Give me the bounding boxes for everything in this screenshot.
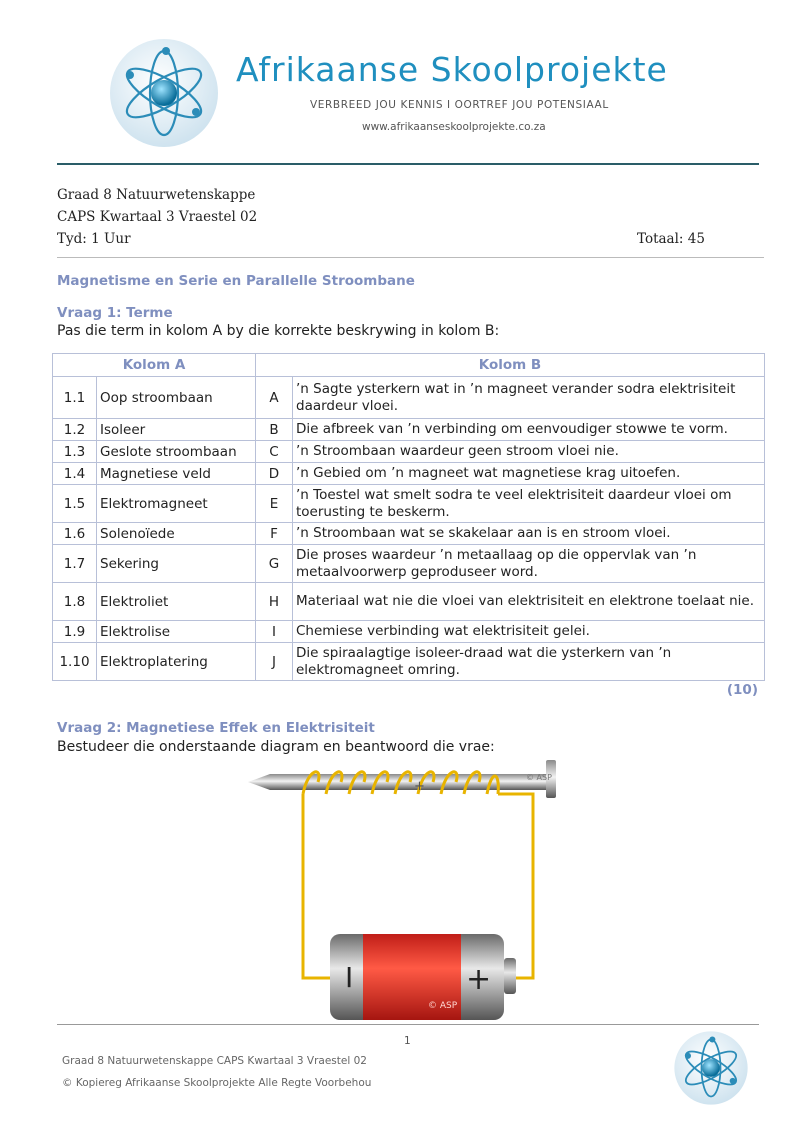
header-divider bbox=[57, 163, 759, 165]
row-letter: E bbox=[256, 485, 293, 523]
column-a-header: Kolom A bbox=[53, 354, 256, 377]
brand-url[interactable]: www.afrikaanseskoolprojekte.co.za bbox=[362, 121, 546, 133]
topic-title: Magnetisme en Serie en Parallelle Stroombane bbox=[57, 273, 415, 289]
row-term: Magnetiese veld bbox=[97, 463, 256, 485]
question2-title: Vraag 2: Magnetiese Effek en Elektrisiteit bbox=[57, 720, 375, 736]
row-description: Die afbreek van ’n verbinding om eenvoudiger stowwe te vorm. bbox=[293, 419, 765, 441]
question1-marks: (10) bbox=[726, 682, 758, 698]
meta-paper: CAPS Kwartaal 3 Vraestel 02 bbox=[57, 209, 258, 225]
question1-instruction: Pas die term in kolom A by die korrekte beskrywing in kolom B: bbox=[57, 323, 500, 339]
row-description: Die spiraalagtige isoleer-draad wat die ysterkern van ’n elektromagneet omring. bbox=[293, 643, 765, 681]
row-term: Solenoïede bbox=[97, 523, 256, 545]
column-b-header: Kolom B bbox=[256, 354, 765, 377]
row-letter: J bbox=[256, 643, 293, 681]
diagram-watermark: © ASP bbox=[526, 773, 552, 782]
row-letter: B bbox=[256, 419, 293, 441]
row-number: 1.10 bbox=[53, 643, 97, 681]
battery-minus-sign: I bbox=[345, 961, 354, 994]
row-number: 1.3 bbox=[53, 441, 97, 463]
footer-course: Graad 8 Natuurwetenskappe CAPS Kwartaal 3 Vraestel 02 bbox=[62, 1055, 367, 1067]
row-description: ’n Stroombaan wat se skakelaar aan is en stroom vloei. bbox=[293, 523, 765, 545]
row-term: Isoleer bbox=[97, 419, 256, 441]
table-row bbox=[53, 583, 765, 621]
row-term: Elektromagneet bbox=[97, 485, 256, 523]
row-letter: C bbox=[256, 441, 293, 463]
row-description: Die proses waardeur ’n metaallaag op die oppervlak van ’n metaalvoorwerp geproduseer word. bbox=[293, 545, 765, 583]
row-term: Geslote stroombaan bbox=[97, 441, 256, 463]
meta-divider bbox=[57, 257, 764, 258]
table-row bbox=[53, 545, 765, 583]
table-row bbox=[53, 377, 765, 419]
page-number: 1 bbox=[404, 1035, 411, 1047]
battery-plus-sign: + bbox=[466, 962, 492, 997]
table-row bbox=[53, 485, 765, 523]
row-number: 1.7 bbox=[53, 545, 97, 583]
row-description: ’n Sagte ysterkern wat in ’n magneet verander sodra elektrisiteit daardeur vloei. bbox=[293, 377, 765, 419]
iron-nail bbox=[248, 760, 556, 798]
row-description: Chemiese verbinding wat elektrisiteit gelei. bbox=[293, 621, 765, 643]
table-row bbox=[53, 441, 765, 463]
wire-left bbox=[303, 794, 334, 978]
row-description: ’n Gebied om ’n magneet wat magnetiese krag uitoefen. bbox=[293, 463, 765, 485]
meta-total: Totaal: 45 bbox=[637, 231, 705, 247]
row-letter: F bbox=[256, 523, 293, 545]
footer-divider bbox=[57, 1024, 759, 1025]
row-description: ’n Stroombaan waardeur geen stroom vloei nie. bbox=[293, 441, 765, 463]
row-number: 1.8 bbox=[53, 583, 97, 621]
row-letter: A bbox=[256, 377, 293, 419]
table-header-row bbox=[53, 354, 765, 377]
atom-logo-icon bbox=[673, 1030, 749, 1106]
table-row bbox=[53, 463, 765, 485]
atom-logo-icon bbox=[108, 37, 220, 149]
brand-tagline: VERBREED JOU KENNIS I OORTREF JOU POTENSIAAL bbox=[310, 99, 609, 111]
table-row bbox=[53, 621, 765, 643]
row-number: 1.1 bbox=[53, 377, 97, 419]
row-term: Elektroliet bbox=[97, 583, 256, 621]
row-term: Elektrolise bbox=[97, 621, 256, 643]
question1-title: Vraag 1: Terme bbox=[57, 305, 173, 321]
row-letter: D bbox=[256, 463, 293, 485]
row-number: 1.5 bbox=[53, 485, 97, 523]
row-number: 1.9 bbox=[53, 621, 97, 643]
row-letter: G bbox=[256, 545, 293, 583]
table-row bbox=[53, 523, 765, 545]
meta-grade: Graad 8 Natuurwetenskappe bbox=[57, 187, 256, 203]
nail-plus-sign: + bbox=[414, 779, 425, 794]
row-description: ’n Toestel wat smelt sodra te veel elektrisiteit daardeur vloei om toerusting te beskerm. bbox=[293, 485, 765, 523]
table-row bbox=[53, 643, 765, 681]
terms-table bbox=[52, 353, 765, 681]
footer-copyright: © Kopiereg Afrikaanse Skoolprojekte Alle Regte Voorbehou bbox=[62, 1077, 372, 1089]
brand-title: Afrikaanse Skoolprojekte bbox=[236, 50, 668, 89]
table-row bbox=[53, 419, 765, 441]
row-number: 1.4 bbox=[53, 463, 97, 485]
row-term: Sekering bbox=[97, 545, 256, 583]
question2-instruction: Bestudeer die onderstaande diagram en beantwoord die vrae: bbox=[57, 739, 495, 755]
row-description: Materiaal wat nie die vloei van elektrisiteit en elektrone toelaat nie. bbox=[293, 583, 765, 621]
battery-watermark: © ASP bbox=[428, 1001, 458, 1011]
row-letter: I bbox=[256, 621, 293, 643]
row-letter: H bbox=[256, 583, 293, 621]
meta-time: Tyd: 1 Uur bbox=[57, 231, 131, 247]
row-term: Elektroplatering bbox=[97, 643, 256, 681]
electromagnet-diagram bbox=[248, 758, 568, 1026]
row-number: 1.6 bbox=[53, 523, 97, 545]
row-number: 1.2 bbox=[53, 419, 97, 441]
row-term: Oop stroombaan bbox=[97, 377, 256, 419]
terms-table-body bbox=[53, 377, 765, 681]
